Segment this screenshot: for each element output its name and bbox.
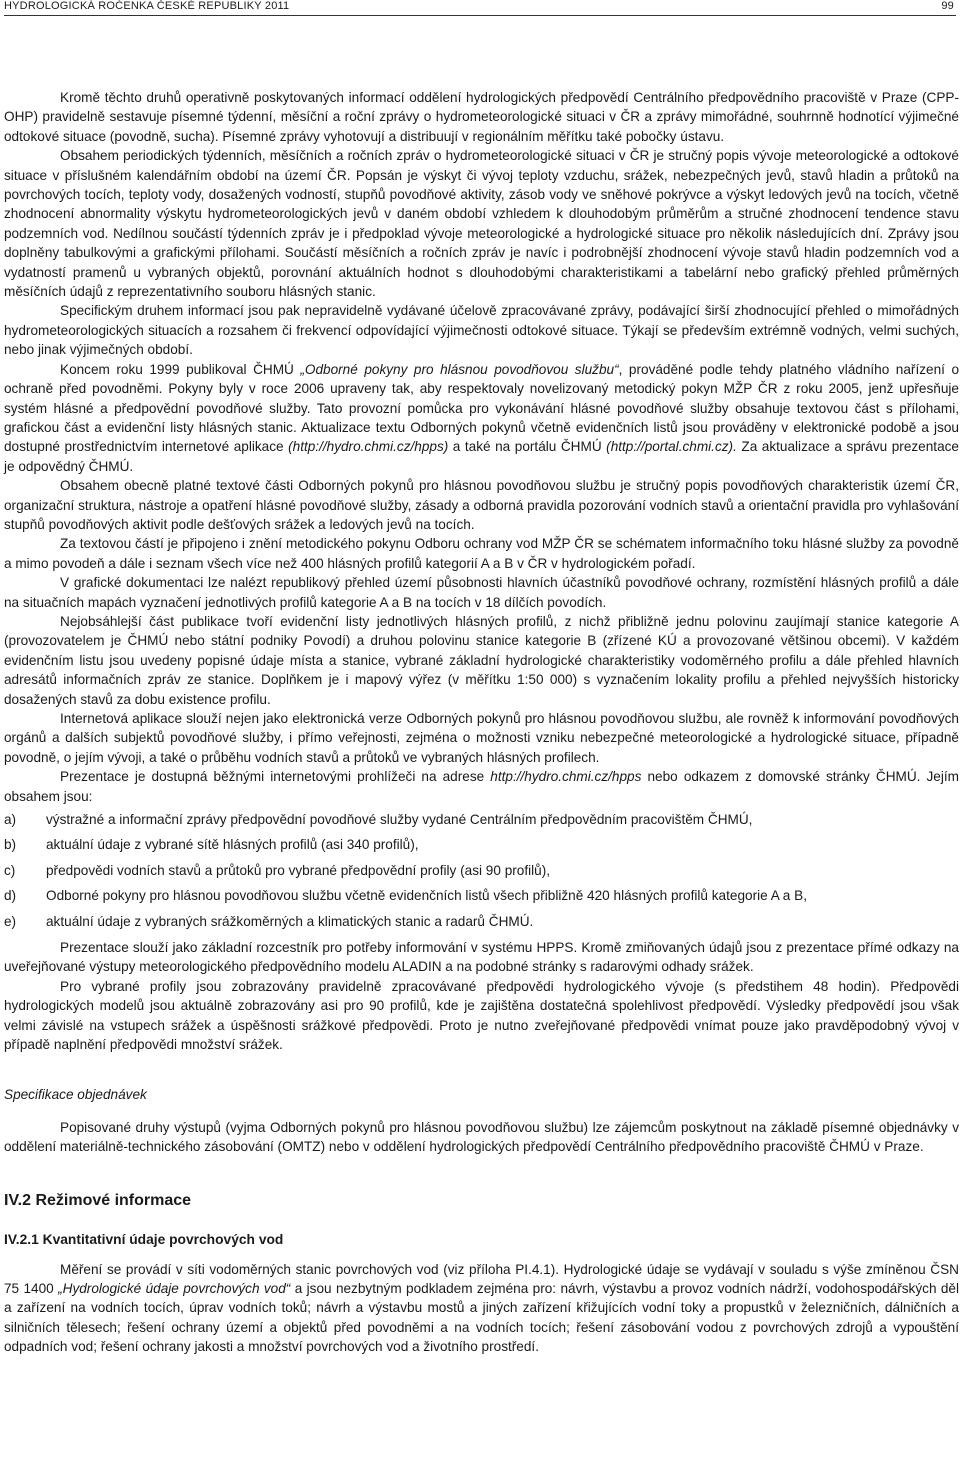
paragraph: Nejobsáhlejší část publikace tvoří evidenční listy jednotlivých hlásných profilů, z nichž přibližně jednu polovinu zaujímají stanice kategorie A (provozovatelem je ČHMÚ nebo státní podniky Povodí) a druhou polovinu stanice kategorie B (zřízené KÚ a provozované většinou obcemi). V každém evidenčním listu jsou uvedeny popisné údaje místa a stanice, vybrané základní hydrologické charakteristiky vodoměrného profilu a dále přehled hlavních adresátů informačních zpráv ze stanice. Doplňkem je i mapový výřez (v měřítku 1:50 000) s vyznačením lokality profilu a přehled nejvyšších historicky dosažených stavů za dobu existence profilu. <box>4 613 959 707</box>
paragraph <box>4 360 959 476</box>
link-hpps[interactable]: (http://hydro.chmi.cz/hpps) <box>288 439 449 455</box>
list-text: předpovědi vodních stavů a průtoků pro vybrané předpovědní profily (asi 90 profilů), <box>46 862 551 878</box>
paragraph: Kromě těchto druhů operativně poskytovaných informací oddělení hydrologických předpovědí Centrálního předpovědního pracoviště v Praze (CPP-OHP) pravidelně sestavuje písemné týdenní, měsíční a roční zprávy o hydrometeorologické situaci v ČR a zprávy mimořádné, souhrnně hodnotící výjimečné odtokové situace (povodně, sucha). Písemné zprávy vyhotovují a distribuují v regionálním měřítku také pobočky ústavu. <box>4 90 959 144</box>
page-body <box>4 88 959 1357</box>
publication-title: „Odborné pokyny pro hlásnou povodňovou službu“ <box>300 361 619 377</box>
orders-heading: Specifikace objednávek <box>4 1086 147 1102</box>
paragraph: Za textovou částí je připojeno i znění metodického pokynu Odboru ochrany vod MŽP ČR se schématem informačního toku hlásné služby za povodně a mimo povodeň a dále i seznam všech více než 400 hlásných profilů kategorií A a B v ČR v hydrologickém pořadí. <box>4 536 959 571</box>
header-title: HYDROLOGICKÁ ROČENKA ČESKÉ REPUBLIKY 2011 <box>4 0 290 12</box>
text-run: Koncem roku 1999 publikoval ČHMÚ <box>60 361 301 377</box>
contents-list <box>4 810 959 931</box>
section-heading: IV.2 Režimové informace <box>4 1191 192 1209</box>
paragraph: Popisované druhy výstupů (vyjma Odborných pokynů pro hlásnou povodňovou službu) lze zájemcům poskytnout na základě písemné objednávky v oddělení materiálně-technického zásobování (OMTZ) nebo v oddělení hydrologických předpovědí Centrálního předpovědního pracoviště ČHMÚ v Praze. <box>4 1119 959 1155</box>
subsection-heading: IV.2.1 Kvantitativní údaje povrchových vod <box>4 1232 284 1248</box>
list-label: e) <box>4 913 17 929</box>
list-text: aktuální údaje z vybrané sítě hlásných profilů (asi 340 profilů), <box>46 837 419 853</box>
standard-title: „Hydrologické údaje povrchových vod“ <box>58 1280 291 1296</box>
text-run: a jsou nezbytným podkladem zejména pro: návrh, výstavbu a provoz vodních nádrží, vodohospodářských děl a zařízení na vodních tocích, úprav vodních toků; návrh a výstavbu mostů a jiných zařízení křižujících vodní toky a propustků v železničních, dálničních a silničních tělesech; řešení ochrany území a objektů před povodněmi a na vodních tocích; řešení zásobování vodou z povrchových zdrojů a vypouštění odpadních vod; řešení ochrany jakosti a množství povrchových vod a životního prostředí. <box>4 1280 960 1355</box>
paragraph: Pro vybrané profily jsou zobrazovány pravidelně zpracovávané předpovědi hydrologického vývoje (s předstihem 48 hodin). Předpovědi hydrologických modelů jsou aktuálně zobrazovány asi pro 90 profilů, kde je zajištěna dostatečná spolehlivost předpovědí. Výsledky předpovědí jsou však velmi závislé na vstupech srážek a úspěšnosti srážkové předpovědi. Proto je nutno zveřejňované předpovědi vnímat pouze jako pravděpodobný vývoj v případě naplnění předpovědi množství srážek. <box>4 978 959 1053</box>
link-hpps[interactable]: http://hydro.chmi.cz/hpps <box>490 769 642 785</box>
text-run: a také na portálu ČHMÚ <box>448 439 607 455</box>
list-item <box>4 835 959 854</box>
text-run: Prezentace je dostupná běžnými internetovými prohlížeči na adrese <box>60 769 491 785</box>
list-label: a) <box>4 812 17 828</box>
paragraph <box>4 767 959 806</box>
link-portal[interactable]: (http://portal.chmi.cz). <box>606 439 737 455</box>
list-text: aktuální údaje z vybraných srážkoměrných a klimatických stanic a radarů ČHMÚ. <box>46 913 534 929</box>
text-run: Za aktualizace a správu prezentace je odpovědný ČHMÚ. <box>4 439 959 474</box>
list-item <box>4 912 959 931</box>
page-number: 99 <box>941 0 954 12</box>
list-text: výstražné a informační zprávy předpovědní povodňové služby vydané Centrálním předpovědním pracovištěm ČHMÚ, <box>46 812 753 828</box>
paragraph: Obsahem obecně platné textové části Odborných pokynů pro hlásnou povodňovou službu je stručný popis povodňových charakteristik území ČR, organizační struktura, nástroje a opatření hlásné povodňové služby, zásady a odborná pravidla pozorování vodních stavů a orientační pravidla pro vyhlašování stupňů povodňových aktivit podle dešťových srážek a ledových jevů na tocích. <box>4 478 959 532</box>
list-text: Odborné pokyny pro hlásnou povodňovou službu včetně evidenčních listů všech přibližně 420 hlásných profilů kategorie A a B, <box>46 888 807 904</box>
header-rule <box>4 15 956 16</box>
paragraph: V grafické dokumentaci lze nalézt republikový přehled území působnosti hlavních účastníků povodňové ochrany, rozmístění hlásných profilů a dále na situačních mapách vyznačení jednotlivých profilů kategorie A a B na tocích v 18 dílčích povodích. <box>4 575 959 610</box>
paragraph: Prezentace slouží jako základní rozcestník pro potřeby informování v systému HPPS. Kromě zmiňovaných údajů jsou z prezentace přímé odkazy na uveřejňované výstupy meteorologického předpovědního modelu ALADIN a na podobné stránky s radarovými odhady srážek. <box>4 940 959 975</box>
text-run: nebo odkazem z domovské stránky ČHMÚ. Jejím obsahem jsou: <box>4 769 959 804</box>
list-item <box>4 886 959 905</box>
running-header <box>4 0 954 14</box>
list-item <box>4 810 959 829</box>
paragraph: Specifickým druhem informací jsou pak nepravidelně vydávané účelově zpracovávané zprávy, podávající širší zhodnocující přehled o mimořádných hydrometeorologických situacích a rozsahem či frekvencí odpovídající výjimečnosti odtokové situace. Týkají se především extrémně vodných, velmi suchých, nebo jinak výjimečných období. <box>4 303 959 358</box>
list-label: d) <box>4 888 17 904</box>
list-item <box>4 861 959 880</box>
list-label: c) <box>4 862 16 878</box>
paragraph: Obsahem periodických týdenních, měsíčních a ročních zpráv o hydrometeorologické situaci v ČR je stručný popis vývoje meteorologické a odtokové situace v příslušném kalendářním období na území ČR. Popsán je výskyt či vývoj teploty vzduchu, srážek, nebezpečných jevů, stavů hladin a průtoků na povrchových tocích, teploty vody, dosažených vodností, stupňů povodňové aktivity, zásob vody ve sněhové pokrývce a výskyt ledových jevů na tocích, včetně zhodnocení abnormality výskytu hydrometeorologických jevů v daném období vzhledem k dlouhodobým průměrům a stručné zhodnocení tendence stavu podzemních vod. Nedílnou součástí týdenních zpráv je i předpoklad vývoje meteorologické a hydrologické situace pro několik následujících dní. Zprávy jsou doplněny tabulkovými a grafickými přílohami. Součástí měsíčních a ročních zpráv je navíc i podrobnější zhodnocení vývoje stavů hladin podzemních vod a vydatností pramenů u vybraných objektů, porovnání aktuálních hodnot s dlouhodobými charakteristikami a tabelární nebo grafický přehled průměrných měsíčních údajů z reprezentativního souboru hlásných stanic. <box>4 148 959 300</box>
paragraph: Internetová aplikace slouží nejen jako elektronická verze Odborných pokynů pro hlásnou povodňovou službu, ale rovněž k informování povodňových orgánů a dalších subjektů povodňové služby, i přímo veřejnosti, zejména o možnosti vzniku nebezpečné meteorologické a hydrologické situace, případně povodně, o jejím vývoji, a také o průběhu vodních stavů a průtoků ve vybraných hlásných profilech. <box>4 711 959 765</box>
text-run: Měření se provádí v síti vodoměrných stanic povrchových vod (viz příloha PI.4.1). Hydrologické údaje se vydávají v souladu s výše zmíněnou ČSN 75 1400 <box>4 1261 959 1296</box>
text-run: , prováděné podle tehdy platného vládního nařízení o ochraně před povodněmi. Pokyny byly v roce 2006 upraveny tak, aby respektovaly novelizovaný metodický pokyn MŽP ČR z roku 2005, jenž upřesňuje systém hlásné a předpovědní povodňové služby. Tato provozní pomůcka pro vykonávání hlásné povodňové služby obsahuje textovou část s přílohami, grafickou část a evidenční listy hlásných stanic. Aktualizace textu Odborných pokynů včetně evidenčních listů jsou prováděny v elektronické podobě a jsou dostupné prostřednictvím internetové aplikace <box>4 361 960 455</box>
list-label: b) <box>4 837 17 853</box>
paragraph <box>4 1260 959 1357</box>
